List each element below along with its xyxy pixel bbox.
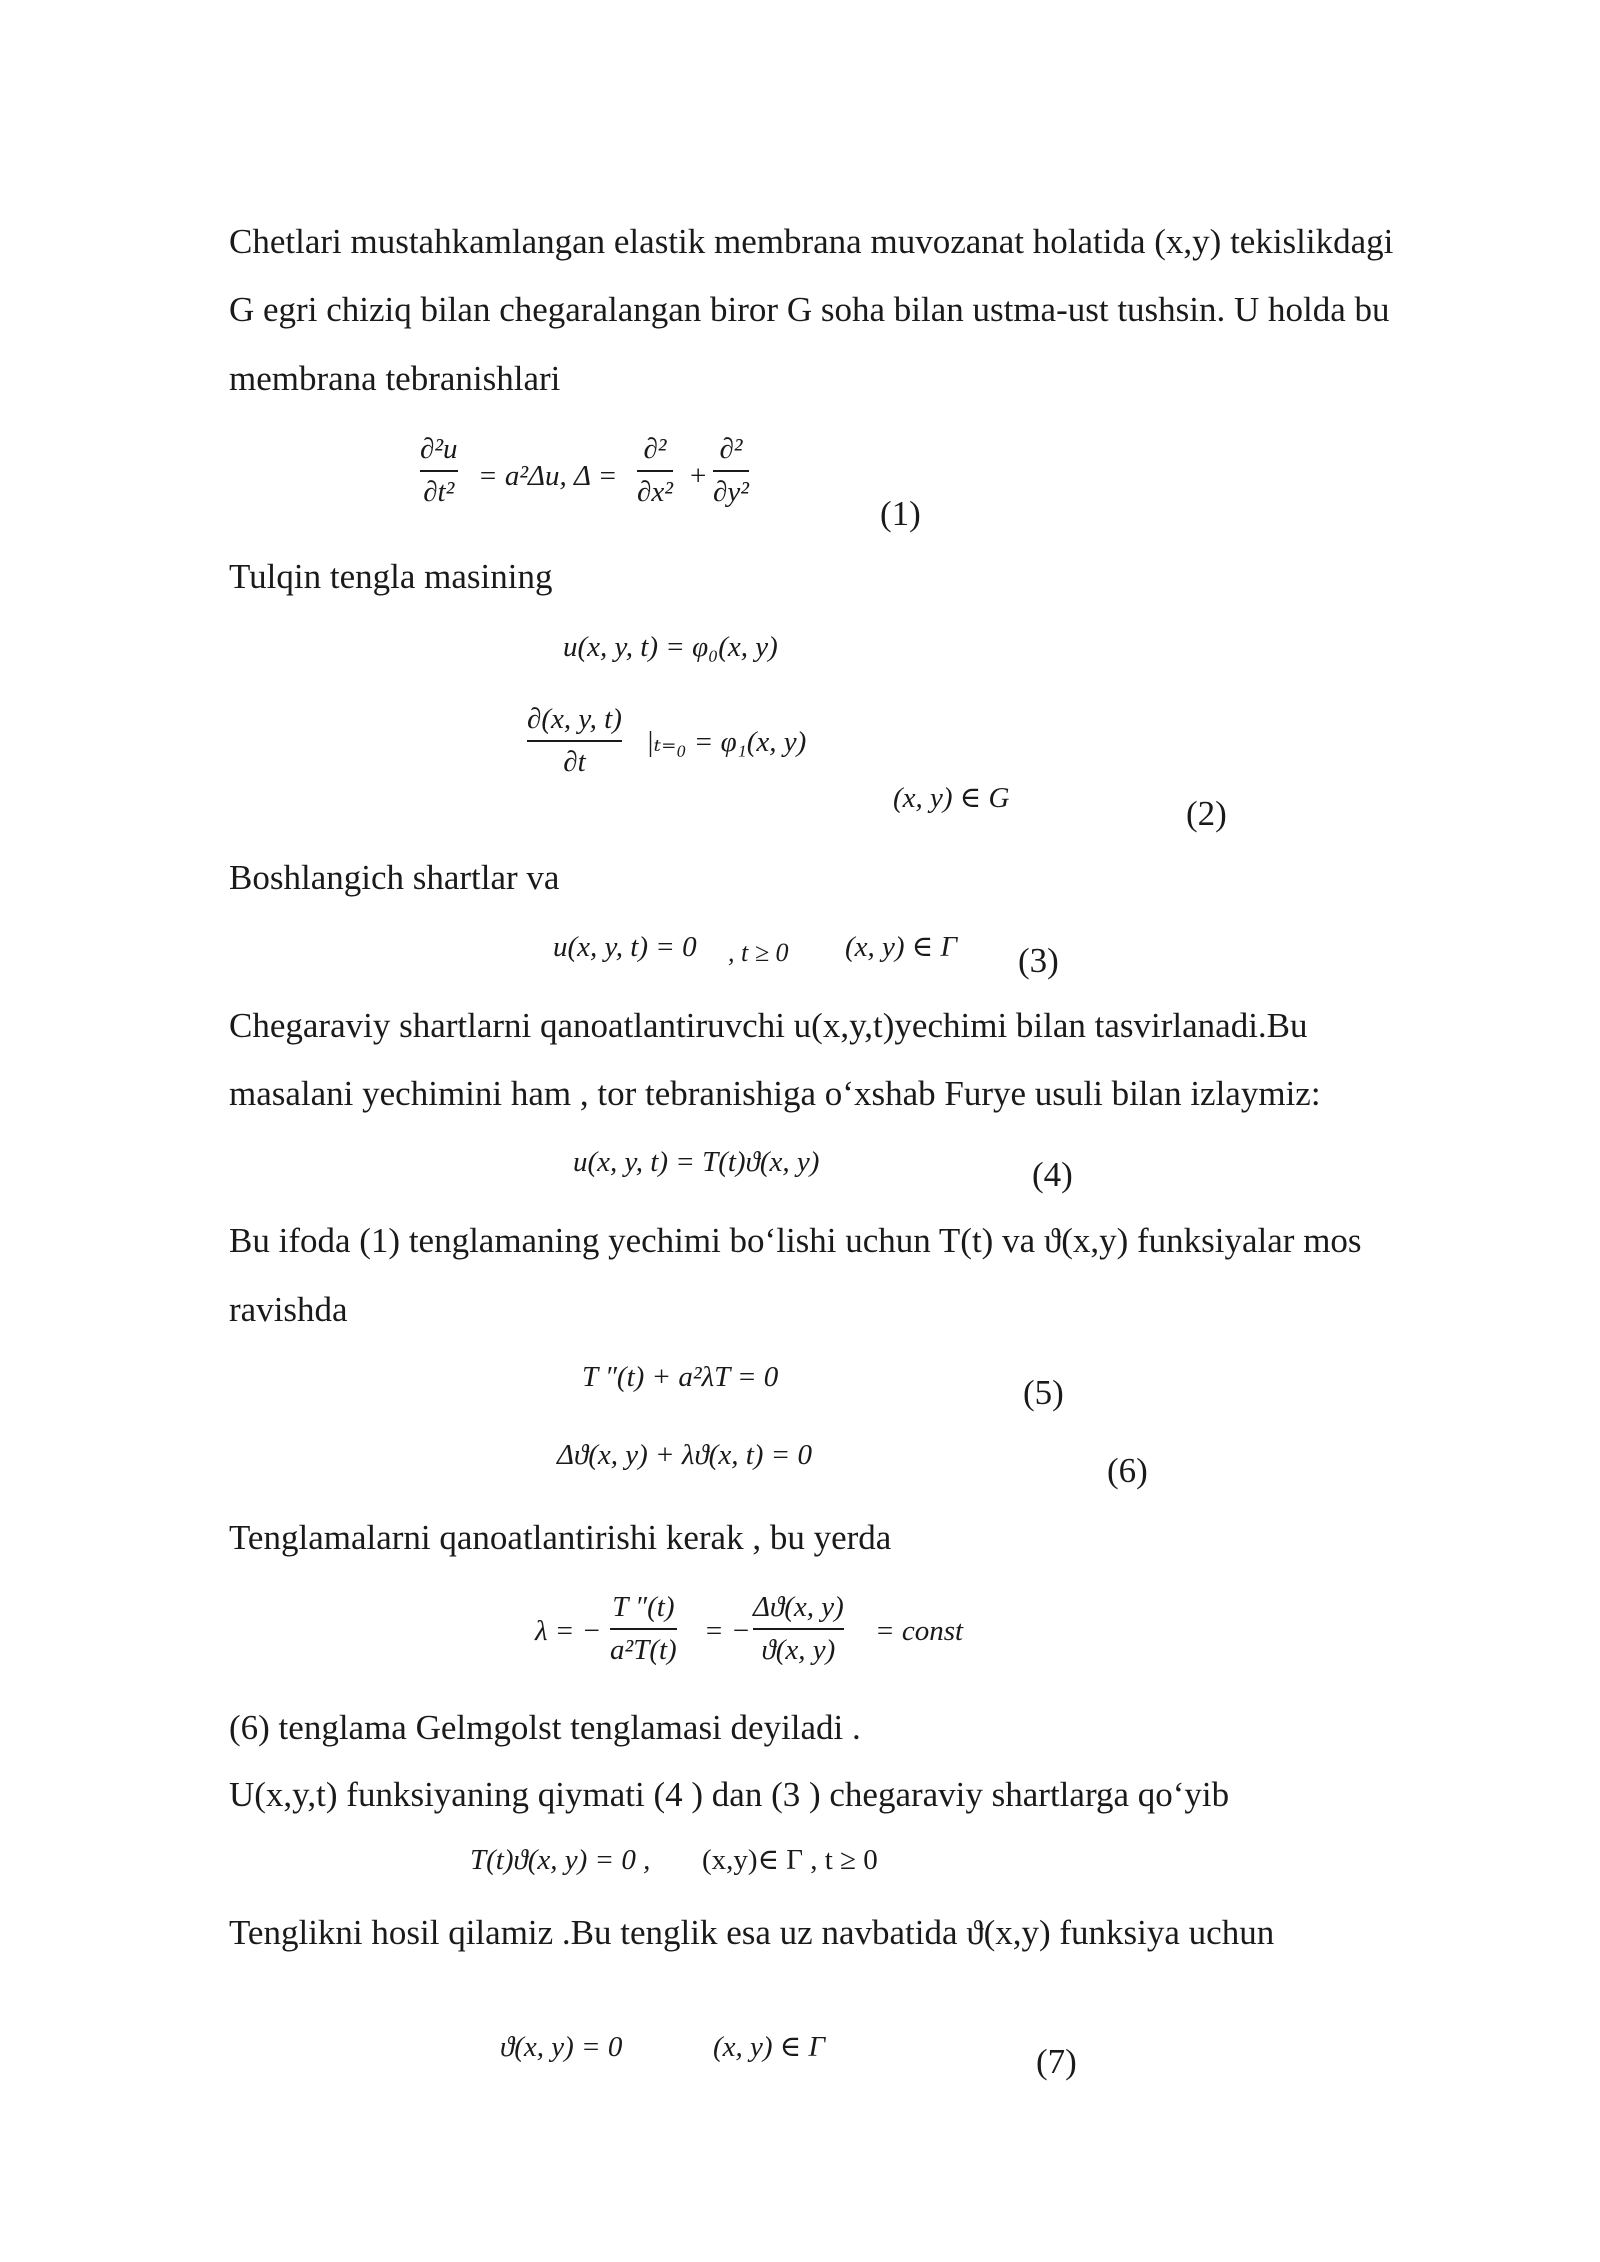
equation-number-5: (5) <box>1023 1373 1064 1412</box>
lambda-fraction-numerator: Δϑ(x, y) <box>753 1591 844 1623</box>
paragraph-initial-conditions: Boshlangich shartlar va <box>229 858 560 897</box>
fraction-bar <box>753 1628 844 1630</box>
eq2-fraction-numerator: ∂(x, y, t) <box>527 703 622 735</box>
eq1-fraction-numerator: ∂² <box>719 433 743 465</box>
eq1-fraction-numerator: ∂² <box>643 433 667 465</box>
eq1-plus-sign: + <box>690 460 707 492</box>
eq7-boundary-domain: (x, y) ∈ Γ <box>713 2031 826 2063</box>
eq1-fraction-denominator: ∂t² <box>423 475 455 508</box>
equation-number-2: (2) <box>1186 794 1227 833</box>
eq5-time-equation: T ″(t) + a²λT = 0 <box>582 1361 779 1393</box>
eq2-fraction-denominator: ∂t <box>563 745 586 778</box>
lambda-rhs-const: = const <box>875 1615 964 1647</box>
eq3-boundary-value: u(x, y, t) = 0 <box>553 931 697 963</box>
eq-boundary-product: T(t)ϑ(x, y) = 0 , <box>470 1844 651 1876</box>
fraction-bar <box>637 470 673 472</box>
eq1-fraction-denominator: ∂x² <box>637 475 673 508</box>
eq2-initial-velocity: |ₜ₌₀ = φ₁(x, y) <box>646 726 807 758</box>
paragraph-intro-line-2: G egri chiziq bilan chegaralangan biror G soha bilan ustma-ust tushsin. U holda bu <box>229 290 1390 329</box>
eq2-initial-displacement: u(x, y, t) = φ₀(x, y) <box>563 631 778 663</box>
eq4-separation: u(x, y, t) = T(t)ϑ(x, y) <box>573 1146 820 1178</box>
paragraph-satisfy: Tenglamalarni qanoatlantirishi kerak , bu yerda <box>229 1518 892 1557</box>
fraction-bar <box>420 470 458 472</box>
eq7-boundary-condition: ϑ(x, y) = 0 <box>500 2031 623 2063</box>
equation-number-3: (3) <box>1018 941 1059 980</box>
paragraph-equality: Tenglikni hosil qilamiz .Bu tenglik esa uz navbatida ϑ(x,y) funksiya uchun <box>229 1913 1275 1952</box>
paragraph-boundary-line-1: Chegaraviy shartlarni qanoatlantiruvchi u(x,y,t)yechimi bilan tasvirlanadi.Bu <box>229 1006 1308 1045</box>
fraction-bar <box>527 740 622 742</box>
equation-number-4: (4) <box>1032 1155 1073 1194</box>
eq3-time-condition: , t ≥ 0 <box>728 938 789 967</box>
equation-number-1: (1) <box>880 494 921 533</box>
eq1-fraction-denominator: ∂y² <box>713 475 749 508</box>
paragraph-intro-line-3: membrana tebranishlari <box>229 359 561 398</box>
eq1-fraction-d2-dy2 <box>713 435 749 507</box>
paragraph-substitution: U(x,y,t) funksiyaning qiymati (4 ) dan (3 ) chegaraviy shartlarga qo‘yib <box>229 1775 1230 1814</box>
fraction-bar <box>713 470 749 472</box>
eq1-middle: = a²Δu, Δ = <box>478 460 618 492</box>
lambda-fraction-numerator: T ″(t) <box>612 1591 675 1623</box>
lambda-lhs: λ = − <box>535 1615 602 1647</box>
eq6-helmholtz: Δϑ(x, y) + λϑ(x, t) = 0 <box>557 1439 812 1471</box>
eq-boundary-domain: (x,y)∈ Γ , t ≥ 0 <box>702 1844 878 1876</box>
eq2-domain: (x, y) ∈ G <box>893 782 1010 814</box>
paragraph-functions-line-2: ravishda <box>229 1290 348 1329</box>
paragraph-boundary-line-2: masalani yechimini ham , tor tebranishiga o‘xshab Furye usuli bilan izlaymiz: <box>229 1074 1321 1113</box>
paragraph-helmholtz-name: (6) tenglama Gelmgolst tenglamasi deyiladi . <box>229 1708 861 1747</box>
eq1-fraction-d2-dx2 <box>637 435 673 507</box>
paragraph-functions-line-1: Bu ifoda (1) tenglamaning yechimi bo‘lishi uchun T(t) va ϑ(x,y) funksiyalar mos <box>229 1221 1362 1260</box>
equation-number-7: (7) <box>1036 2042 1077 2081</box>
lambda-fraction-denominator: a²T(t) <box>610 1633 677 1666</box>
equation-number-6: (6) <box>1107 1451 1148 1490</box>
lambda-fraction-space <box>753 1593 844 1665</box>
eq1-fraction-numerator: ∂²u <box>420 433 458 465</box>
paragraph-intro-line-1: Chetlari mustahkamlangan elastik membrana muvozanat holatida (x,y) tekislikdagi <box>229 222 1394 261</box>
eq1-fraction-d2u-dt2 <box>420 435 458 507</box>
paragraph-wave-equation: Tulqin tengla masining <box>229 557 553 596</box>
lambda-fraction-time <box>610 1593 677 1665</box>
eq3-boundary-domain: (x, y) ∈ Γ <box>845 931 958 963</box>
lambda-middle: = − <box>704 1615 751 1647</box>
lambda-fraction-denominator: ϑ(x, y) <box>761 1633 836 1666</box>
fraction-bar <box>610 1628 677 1630</box>
eq2-fraction-derivative <box>527 705 622 777</box>
